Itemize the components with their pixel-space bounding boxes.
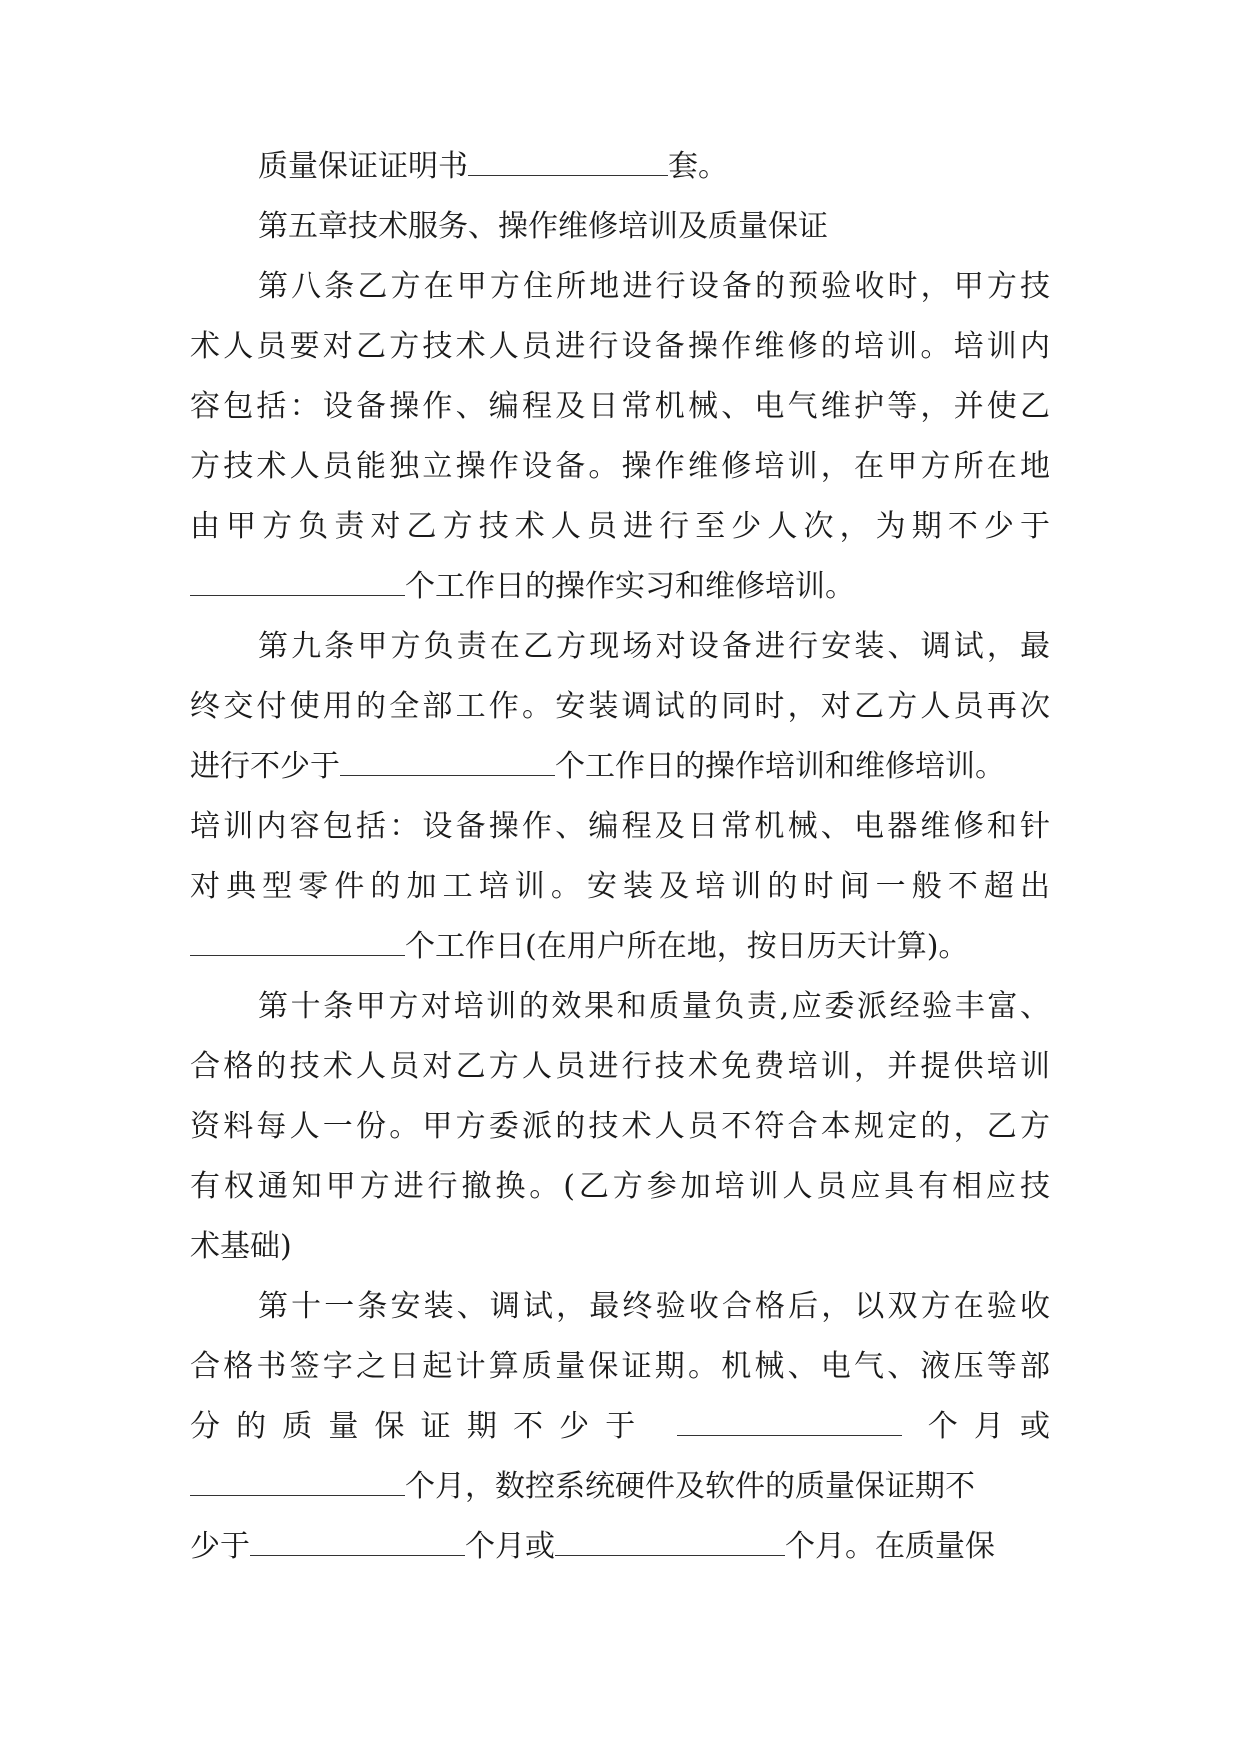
text-segment: 进行不少于 — [190, 749, 340, 784]
text-line: 第九条甲方负责在乙方现场对设备进行安装、调试，最 — [258, 629, 1050, 664]
text-segment: 质量保证证明书 — [258, 149, 468, 184]
text-segment: 个工作日的操作培训和维修培训。 — [555, 749, 1005, 784]
text-line — [190, 557, 1050, 617]
text-line — [190, 1397, 1050, 1457]
text-segment: 个月或 — [465, 1529, 555, 1564]
text-segment: 个月或 — [927, 1409, 1051, 1444]
text-line: 合格的技术人员对乙方人员进行技术免费培训，并提供培训 — [190, 1049, 1050, 1084]
text-line — [190, 917, 1050, 977]
text-line: 合格书签字之日起计算质量保证期。机械、电气、液压等部 — [190, 1349, 1050, 1384]
text-line: 术人员要对乙方技术人员进行设备操作维修的培训。培训内 — [190, 329, 1050, 364]
fill-in-blank — [250, 1521, 465, 1556]
text-segment: 个月，数控系统硬件及软件的质量保证期不 — [405, 1469, 975, 1504]
text-line: 第十一条安装、调试，最终验收合格后，以双方在验收 — [258, 1289, 1050, 1324]
text-line: 容包括：设备操作、编程及日常机械、电气维护等，并使乙 — [190, 389, 1050, 424]
text-line — [190, 137, 1050, 197]
text-line: 终交付使用的全部工作。安装调试的同时，对乙方人员再次 — [190, 689, 1050, 724]
text-line: 培训内容包括：设备操作、编程及日常机械、电器维修和针 — [190, 809, 1050, 844]
text-segment: 个工作日的操作实习和维修培训。 — [405, 569, 855, 604]
fill-in-blank — [190, 1461, 405, 1496]
text-line — [190, 737, 1050, 797]
fill-in-blank — [677, 1401, 902, 1436]
chapter-heading: 第五章技术服务、操作维修培训及质量保证 — [258, 209, 828, 244]
text-segment: 少于 — [190, 1529, 250, 1564]
text-segment: 分的质量保证期不少于 — [190, 1409, 652, 1444]
text-line: 对典型零件的加工培训。安装及培训的时间一般不超出 — [190, 869, 1050, 904]
fill-in-blank — [555, 1521, 785, 1556]
text-line — [190, 1517, 1050, 1577]
text-line: 方技术人员能独立操作设备。操作维修培训，在甲方所在地 — [190, 449, 1050, 484]
text-line: 有权通知甲方进行撤换。(乙方参加培训人员应具有相应技 — [190, 1169, 1050, 1204]
fill-in-blank — [190, 561, 405, 596]
text-line: 第十条甲方对培训的效果和质量负责,应委派经验丰富、 — [258, 989, 1050, 1024]
text-segment: 个月。在质量保 — [785, 1529, 995, 1564]
text-segment: 个工作日(在用户所在地，按日历天计算)。 — [405, 929, 969, 964]
text-segment: 套。 — [668, 149, 728, 184]
fill-in-blank — [468, 141, 668, 176]
text-line: 术基础) — [190, 1229, 292, 1264]
text-line: 资料每人一份。甲方委派的技术人员不符合本规定的，乙方 — [190, 1109, 1050, 1144]
fill-in-blank — [190, 921, 405, 956]
fill-in-blank — [340, 741, 555, 776]
text-line: 由甲方负责对乙方技术人员进行至少人次，为期不少于 — [190, 509, 1050, 544]
text-line — [190, 1457, 1050, 1517]
text-line: 第八条乙方在甲方住所地进行设备的预验收时，甲方技 — [258, 269, 1050, 304]
